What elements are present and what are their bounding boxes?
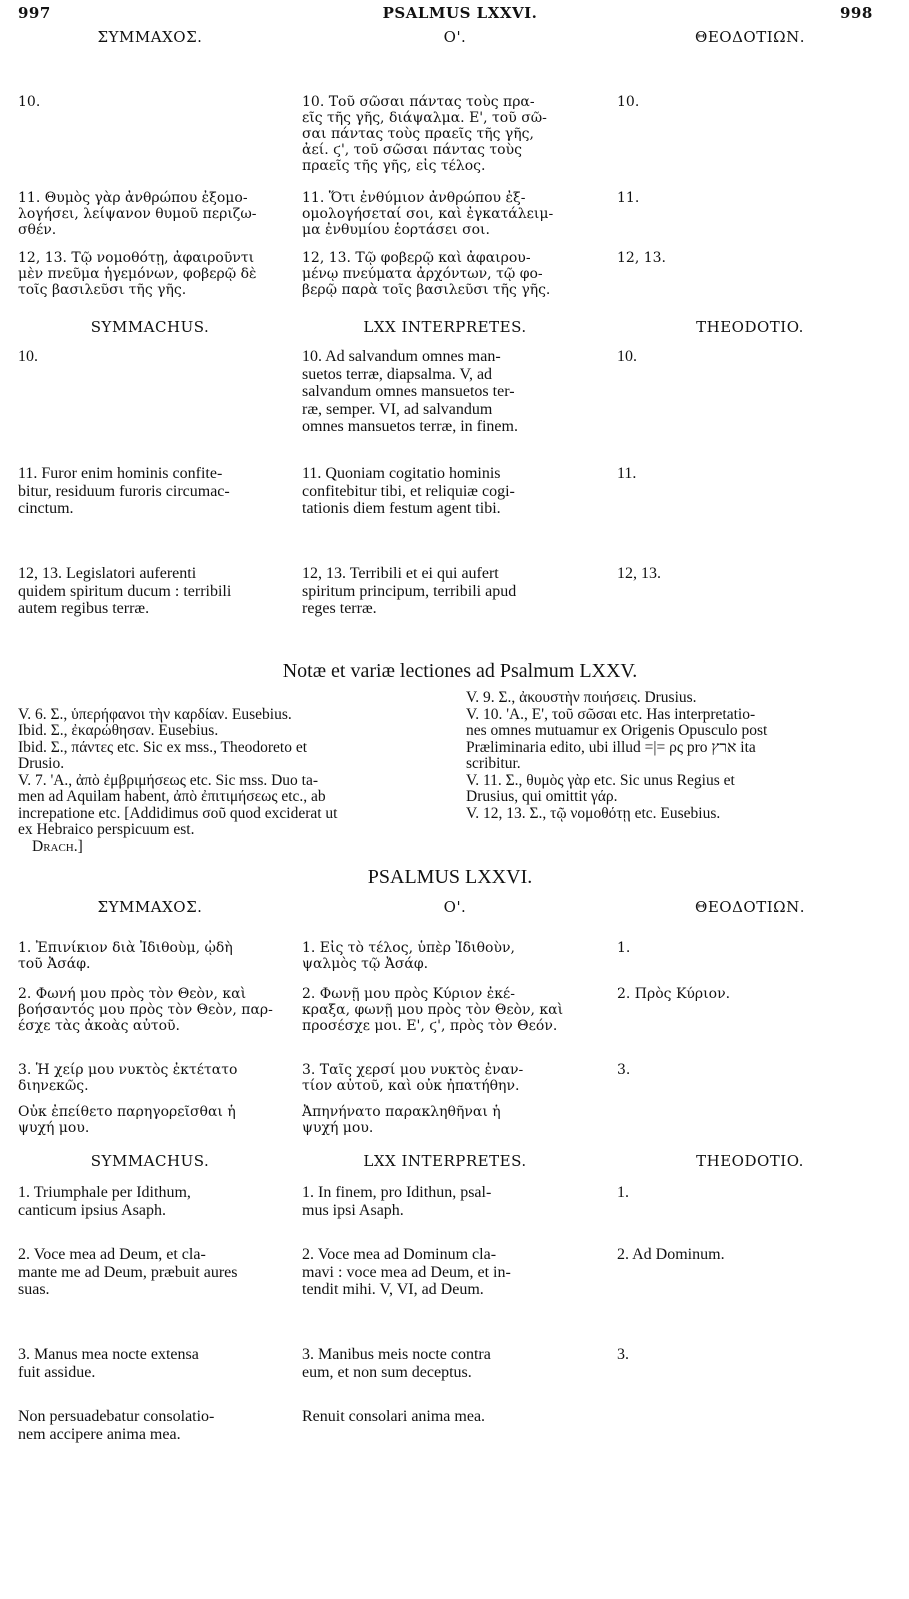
top-latin-theod-10: 10. [617, 348, 637, 365]
running-title: PSALMUS LXXVI. [382, 4, 538, 22]
bottom-greek-theod-2: 2. Πρὸς Κύριον. [617, 986, 731, 1002]
bottom-latin-lxx-2: 2. Voce mea ad Dominum cla- mavi : voce mea ad Deum, et in- tendit mihi. V, VI, ad Deum. [302, 1246, 511, 1298]
header-symmachus-greek: ΣΥΜΜΑΧΟΣ. [97, 28, 203, 46]
bottom-latin-lxx-3: 3. Manibus meis nocte contra eum, et non sum deceptus. [302, 1346, 491, 1381]
top-latin-lxx-10: 10. Ad salvandum omnes man- suetos terræ, diapsalma. V, ad salvandum omnes mansuetos ter- ræ, semper. VI, ad salvandum omnes mansuetos terræ, in finem. [302, 348, 518, 435]
top-greek-lxx-12-13: 12, 13. Τῷ φοβερῷ καὶ ἀφαιρου- μένῳ πνεύματα ἀρχόντων, τῷ φο- βερῷ παρὰ τοῖς βασιλεῦσι τῆς γῆς. [302, 250, 551, 298]
notes-left-column [18, 690, 450, 855]
bottom-greek-lxx-2: 2. Φωνῇ μου πρὸς Κύριον ἐκέ- κραξα, φωνῇ μου πρὸς τὸν Θεὸν, καὶ προσέσχε μοι. Ε', ϛ', πρὸς τὸν Θεόν. [302, 986, 564, 1034]
header-lxx-greek: Ο'. [443, 28, 467, 46]
psalm-title: PSALMUS LXXVI. [367, 866, 533, 888]
bottom-greek-theod-3: 3. [617, 1062, 631, 1078]
header-theodotion-greek: ΘΕΟΔΟΤΙΩΝ. [695, 28, 805, 46]
top-greek-theod-12-13: 12, 13. [617, 250, 666, 266]
bottom-header-lxx-latin: LXX INTERPRETES. [363, 1152, 527, 1170]
bottom-latin-symm-1: 1. Triumphale per Idithum, canticum ipsius Asaph. [18, 1184, 191, 1219]
bottom-greek-lxx-3: 3. Ταῖς χερσί μου νυκτὸς ἐναν- τίον αὐτοῦ, καὶ οὐκ ἠπατήθην. [302, 1062, 524, 1094]
header-theodotio-latin: THEODOTIO. [696, 318, 804, 336]
top-greek-theod-10: 10. [617, 94, 640, 110]
bottom-greek-symm-3b: Οὐκ ἐπείθετο παρηγορεῖσθαι ἡ ψυχή μου. [18, 1104, 236, 1136]
top-latin-symm-12-13: 12, 13. Legislatori auferenti quidem spiritum ducum : terribili autem regibus terræ. [18, 565, 232, 617]
bottom-latin-theod-2: 2. Ad Dominum. [617, 1246, 725, 1263]
bottom-latin-symm-2: 2. Voce mea ad Deum, et cla- mante me ad Deum, præbuit aures suas. [18, 1246, 238, 1298]
page-number-right: 998 [840, 4, 873, 22]
bottom-latin-theod-1: 1. [617, 1184, 629, 1201]
bottom-greek-symm-3: 3. Ἡ χείρ μου νυκτὸς ἐκτέτατο διηνεκῶς. [18, 1062, 238, 1094]
bottom-latin-symm-3b: Non persuadebatur consolatio- nem accipere anima mea. [18, 1408, 215, 1443]
top-greek-symm-12-13: 12, 13. Τῷ νομοθότῃ, ἀφαιροῦντι μὲν πνεῦμα ἡγεμόνων, φοβερῷ δὲ τοῖς βασιλεῦσι τῆς γῆς. [18, 250, 257, 298]
top-latin-lxx-12-13: 12, 13. Terribili et ei qui aufert spiritum principum, terribili apud reges terræ. [302, 565, 517, 617]
top-latin-lxx-11: 11. Quoniam cogitatio hominis confitebitur tibi, et reliquiæ cogi- tationis diem festum agent tibi. [302, 465, 515, 517]
notes-title: Notæ et variæ lectiones ad Psalmum LXXV. [282, 660, 638, 682]
bottom-latin-lxx-1: 1. In finem, pro Idithun, psal- mus ipsi Asaph. [302, 1184, 492, 1219]
bottom-header-theodotio-latin: THEODOTIO. [696, 1152, 804, 1170]
top-latin-theod-12-13: 12, 13. [617, 565, 661, 582]
page-number-left: 997 [18, 4, 51, 22]
bottom-greek-theod-1: 1. [617, 940, 631, 956]
bottom-header-lxx-greek: Ο'. [443, 898, 467, 916]
notes-left-text: V. 6. Σ., ὑπερήφανοι τὴν καρδίαν. Eusebius. Ibid. Σ., ἐκαρώθησαν. Eusebius. Ibid. Σ., πάντες etc. Sic ex mss., Theodoreto et Drusio. V. 7. 'Α., ἀπὸ ἐμβριμήσεως etc. Sic mss. Duo ta- men ad Aquilam habent, ἀπὸ ἐπιτιμήσεως etc., ab increpatione etc. [Addidimus σοῦ quod exciderat ut ex Hebraico perspicuum est. [18, 705, 338, 838]
bottom-latin-lxx-3b: Renuit consolari anima mea. [302, 1408, 486, 1425]
top-greek-symm-10: 10. [18, 94, 41, 110]
bottom-header-theodotion-greek: ΘΕΟΔΟΤΙΩΝ. [695, 898, 805, 916]
top-latin-theod-11: 11. [617, 465, 637, 482]
top-latin-symm-10: 10. [18, 348, 38, 365]
top-greek-symm-11: 11. Θυμὸς γὰρ ἀνθρώπου ἐξομο- λογήσει, λείψανον θυμοῦ περιζω- σθέν. [18, 190, 257, 238]
bottom-header-symmachus-latin: SYMMACHUS. [90, 1152, 210, 1170]
bottom-greek-symm-1: 1. Ἐπινίκιον διὰ Ἰδιθοὺμ, ᾠδὴ τοῦ Ἀσάφ. [18, 940, 233, 972]
top-latin-symm-11: 11. Furor enim hominis confite- bitur, residuum furoris circumac- cinctum. [18, 465, 230, 517]
header-lxx-latin: LXX INTERPRETES. [363, 318, 527, 336]
top-greek-lxx-11: 11. Ὅτι ἐνθύμιον ἀνθρώπου ἐξ- ομολογήσεταί σοι, καὶ ἐγκατάλειμ- μα ἐνθυμίου ἑορτάσει σοι. [302, 190, 554, 238]
top-greek-theod-11: 11. [617, 190, 640, 206]
notes-right-column: V. 9. Σ., ἀκουστὴν ποιήσεις. Drusius. V. 10. 'Α., Ε', τοῦ σῶσαι etc. Has interpretatio- nes omnes mutuamur ex Origenis Opusculo post Præliminaria edito, ubi illud =|= ρς pro ארץ ita scribitur. V. 11. Σ., θυμὸς γὰρ etc. Sic unus Regius et Drusius, qui omittit γάρ. V. 12, 13. Σ., τῷ νομοθότῃ etc. Eusebius. [466, 689, 768, 822]
bottom-latin-symm-3: 3. Manus mea nocte extensa fuit assidue. [18, 1346, 199, 1381]
bottom-greek-lxx-1: 1. Εἰς τὸ τέλος, ὑπὲρ Ἰδιθοὺν, ψαλμὸς τῷ Ἀσάφ. [302, 940, 515, 972]
notes-left-signature: Drach.] [32, 837, 83, 855]
top-greek-lxx-10: 10. Τοῦ σῶσαι πάντας τοὺς πρα- εῖς τῆς γῆς, διάψαλμα. Ε', τοῦ σῶ- σαι πάντας τοὺς πραεῖς τῆς γῆς, ἀεί. ϛ', τοῦ σῶσαι πάντας τοὺς πραεῖς τῆς γῆς, εἰς τέλος. [302, 94, 547, 174]
bottom-greek-lxx-3b: Ἀπηνήνατο παρακληθῆναι ἡ ψυχή μου. [302, 1104, 501, 1136]
bottom-latin-theod-3: 3. [617, 1346, 629, 1363]
header-symmachus-latin: SYMMACHUS. [90, 318, 210, 336]
bottom-header-symmachus-greek: ΣΥΜΜΑΧΟΣ. [97, 898, 203, 916]
bottom-greek-symm-2: 2. Φωνή μου πρὸς τὸν Θεὸν, καὶ βοήσαντός μου πρὸς τὸν Θεὸν, παρ- έσχε τὰς ἀκοὰς αὐτοῦ. [18, 986, 273, 1034]
